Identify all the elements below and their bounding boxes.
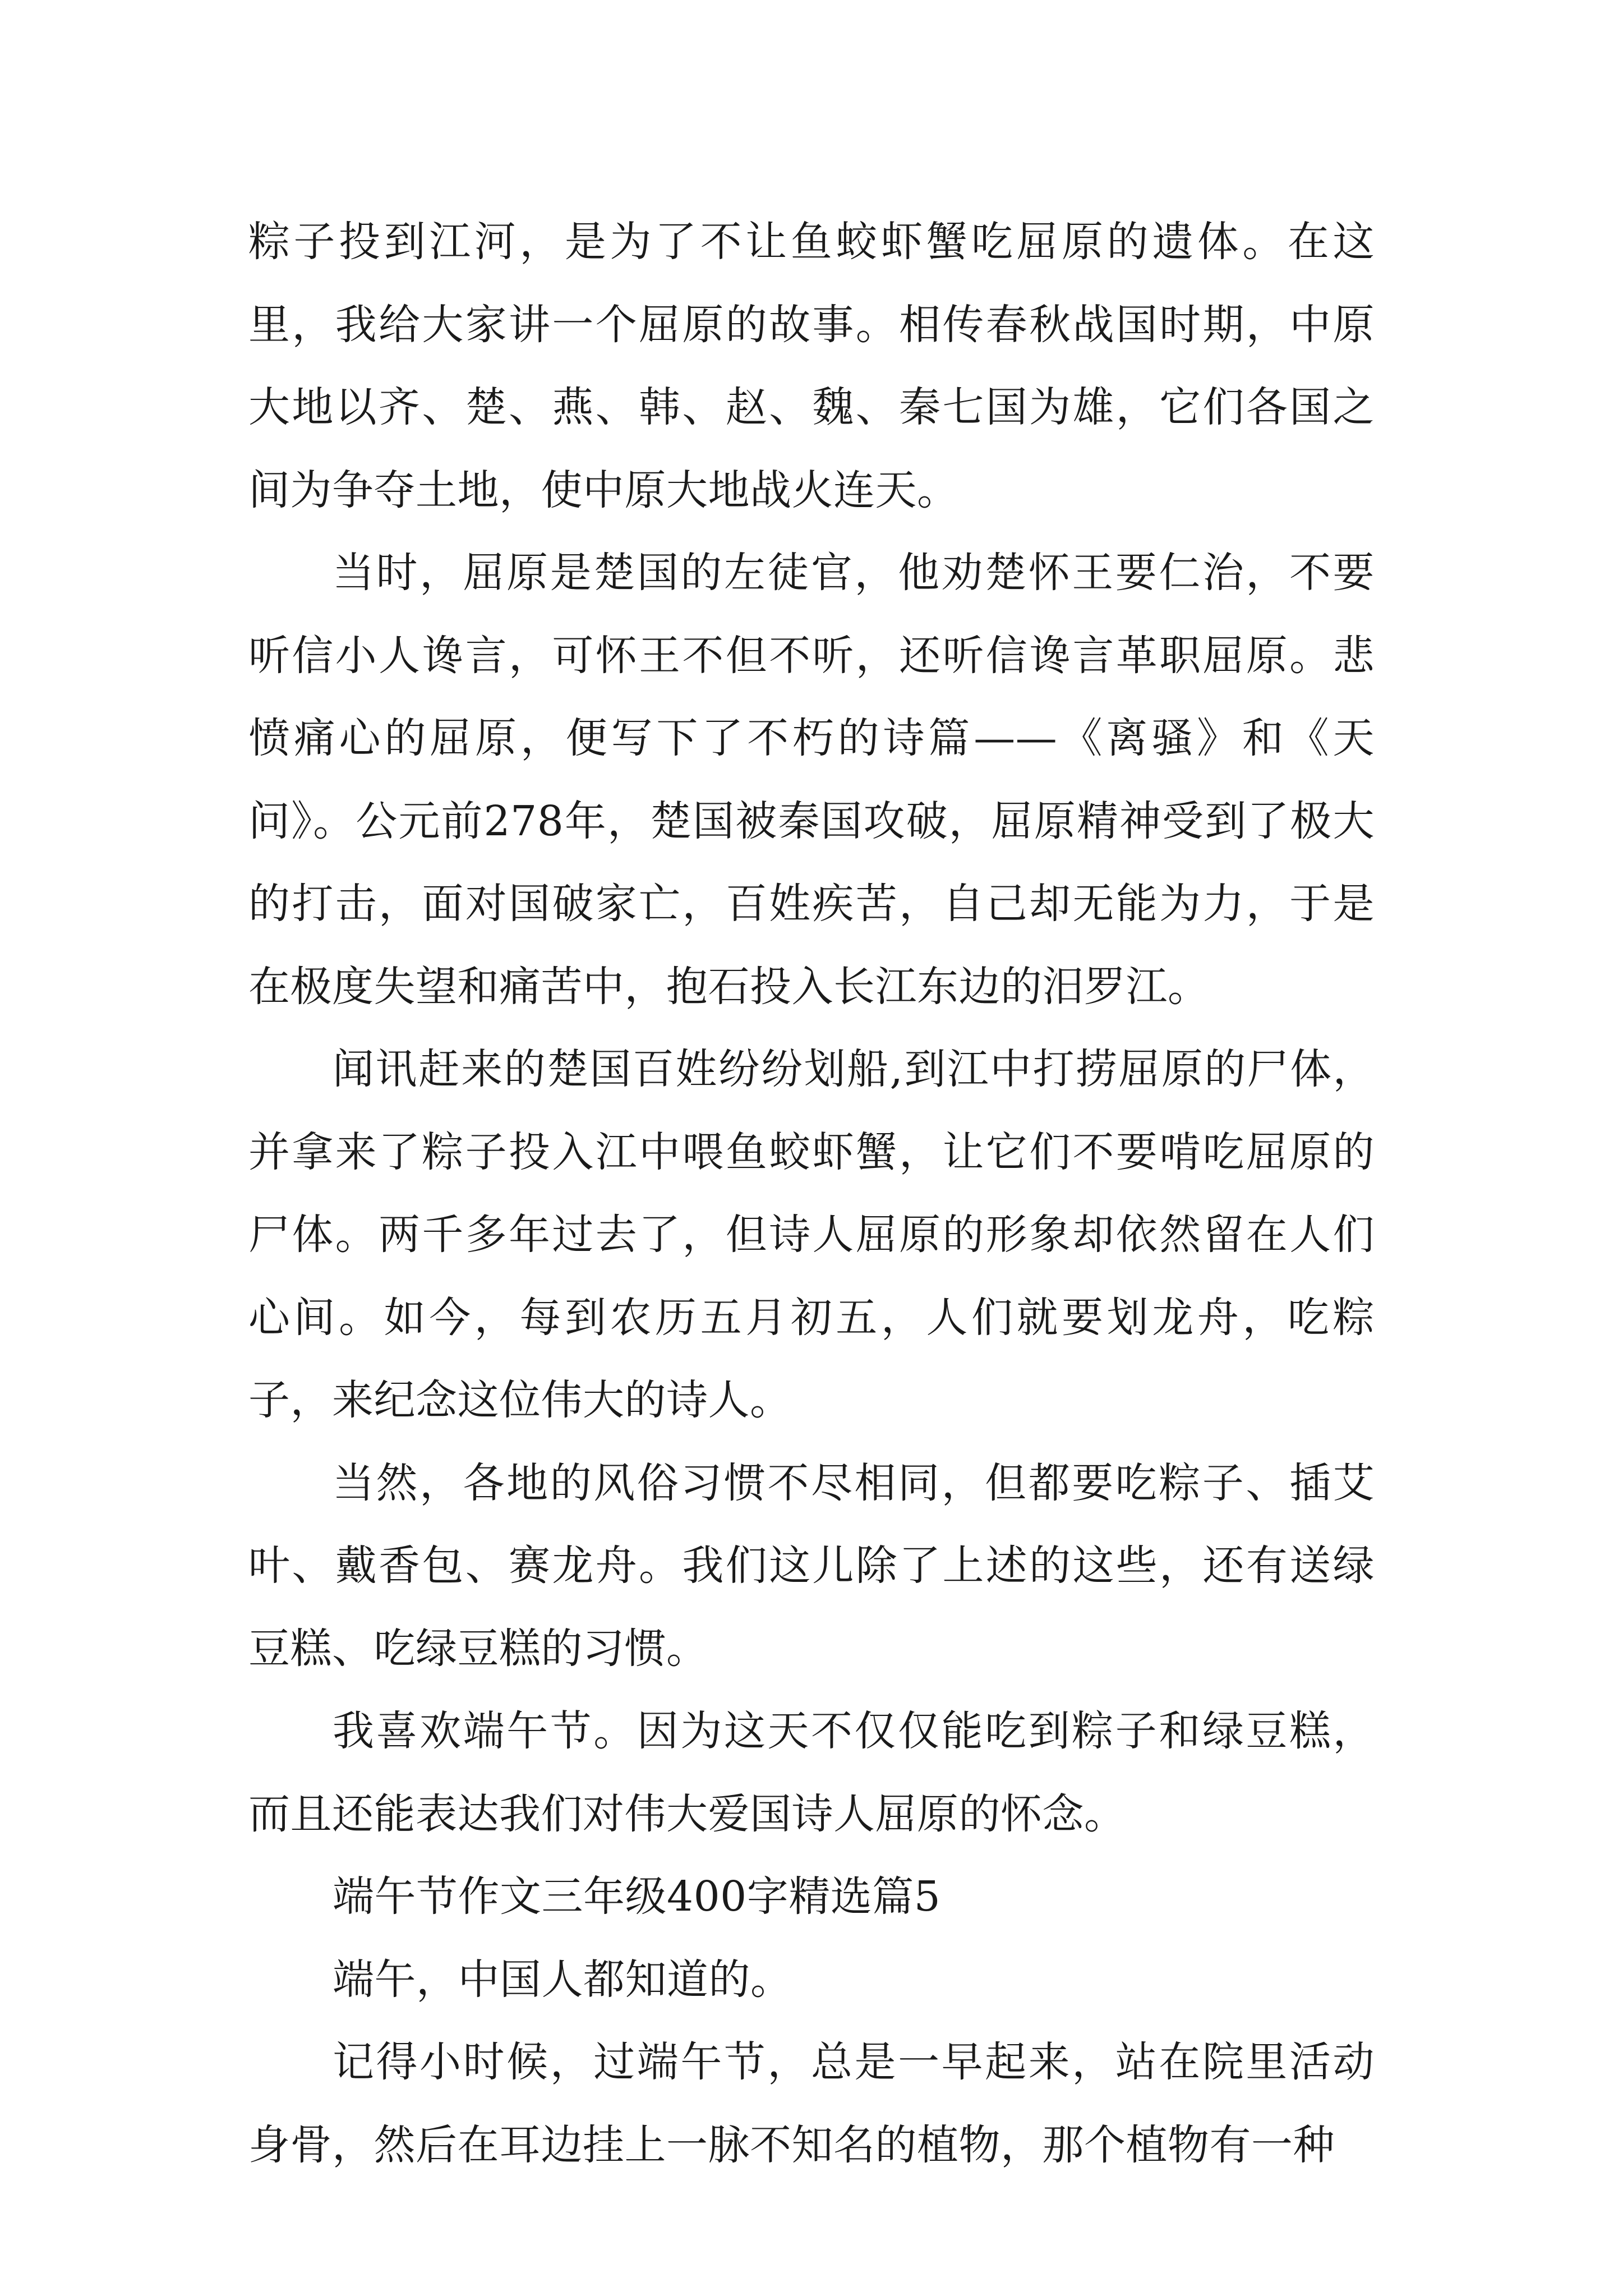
paragraph-5: 我喜欢端午节。因为这天不仅仅能吃到粽子和绿豆糕，而且还能表达我们对伟大爱国诗人屈原的怀念。 [248,1707,1375,1838]
paragraph-1: 粽子投到江河，是为了不让鱼蛟虾蟹吃屈原的遗体。在这里，我给大家讲一个屈原的故事。相传春秋战国时期，中原大地以齐、楚、燕、韩、赵、魏、秦七国为雄，它们各国之间为争夺土地，使中原大地战火连天。 [248,218,1375,514]
paragraph-2: 当时，屈原是楚国的左徒官，他劝楚怀王要仁治，不要听信小人谗言，可怀王不但不听，还听信谗言革职屈原。悲愤痛心的屈原，便写下了不朽的诗篇——《离骚》和《天问》。公元前278年，楚国被秦国攻破，屈原精神受到了极大的打击，面对国破家亡，百姓疾苦，自己却无能为力，于是在极度失望和痛苦中，抱石投入长江东边的汨罗江。 [248,549,1375,1011]
paragraph-4: 当然，各地的风俗习惯不尽相同，但都要吃粽子、插艾叶、戴香包、赛龙舟。我们这儿除了上述的这些，还有送绿豆糕、吃绿豆糕的习惯。 [248,1458,1375,1673]
paragraph-6: 端午，中国人都知道的。 [333,1955,792,2004]
section-heading: 端午节作文三年级400字精选篇5 [333,1872,941,1921]
paragraph-7: 记得小时候，过端午节，总是一早起来，站在院里活动身骨，然后在耳边挂上一脉不知名的植物，那个植物有一种 [248,2038,1375,2169]
document-body [248,201,1375,2187]
paragraph-3: 闻讯赶来的楚国百姓纷纷划船,到江中打捞屈原的尸体，并拿来了粽子投入江中喂鱼蛟虾蟹，让它们不要啃吃屈原的尸体。两千多年过去了，但诗人屈原的形象却依然留在人们心间。如今，每到农历五月初五，人们就要划龙舟，吃粽子，来纪念这位伟大的诗人。 [248,1045,1375,1424]
